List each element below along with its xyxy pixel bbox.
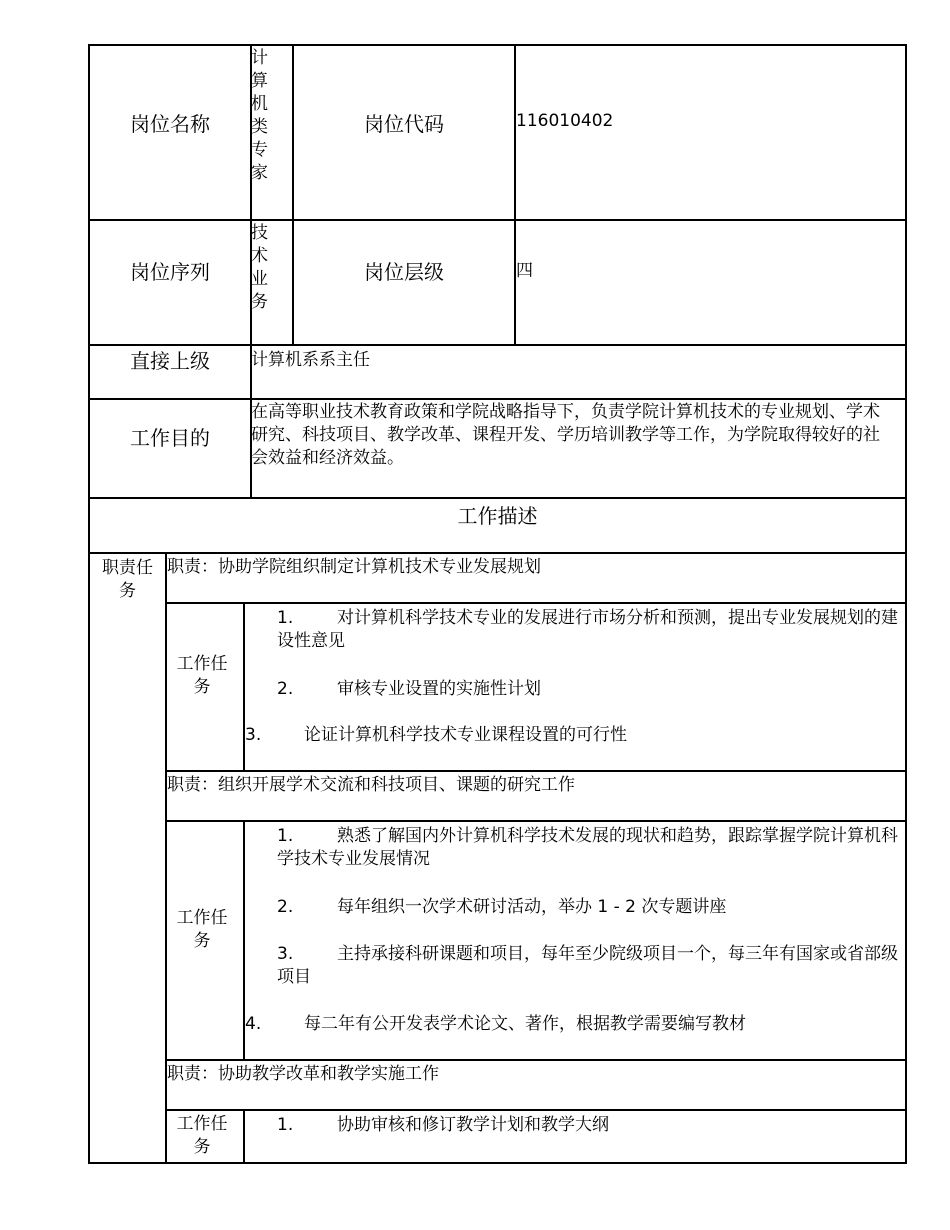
task-text: 对计算机科学技术专业的发展进行市场分析和预测，提出专业发展规划的建设性意见 bbox=[277, 608, 898, 651]
table-border bbox=[88, 552, 907, 554]
duty-text: 职责：组织开展学术交流和科技项目、课题的研究工作 bbox=[167, 775, 575, 795]
task-text: 主持承接科研课题和项目，每年至少院级项目一个，每三年有国家或省部级项目 bbox=[277, 944, 898, 987]
task-text: 协助审核和修订教学计划和教学大纲 bbox=[337, 1115, 609, 1135]
task-number: 3. bbox=[277, 944, 294, 964]
task-number: 1. bbox=[277, 608, 294, 628]
task-text: 论证计算机科学技术专业课程设置的可行性 bbox=[304, 725, 627, 745]
duty-text: 职责：协助学院组织制定计算机技术专业发展规划 bbox=[167, 557, 541, 577]
position-name-value: 计算机类专家 bbox=[251, 48, 268, 183]
task-label: 工作任务 bbox=[176, 654, 228, 697]
section-title: 工作描述 bbox=[457, 504, 538, 528]
table-border bbox=[88, 1162, 907, 1164]
task-number: 2. bbox=[277, 897, 294, 917]
position-code-value: 116010402 bbox=[516, 111, 614, 131]
duty-text: 职责：协助教学改革和教学实施工作 bbox=[167, 1064, 439, 1084]
position-series-label: 岗位序列 bbox=[130, 260, 210, 284]
supervisor-label: 直接上级 bbox=[130, 349, 210, 373]
table-border bbox=[166, 820, 907, 822]
purpose-value: 在高等职业技术教育政策和学院战略指导下，负责学院计算机技术的专业规划、学术研究、科技项目、教学改革、课程开发、学历培训教学等工作，为学院取得较好的社会效益和经济效益。 bbox=[251, 402, 880, 468]
position-level-label: 岗位层级 bbox=[364, 260, 444, 284]
supervisor-value: 计算机系系主任 bbox=[251, 350, 370, 370]
table-border bbox=[166, 770, 907, 772]
table-border bbox=[514, 44, 516, 346]
table-border bbox=[166, 1109, 907, 1111]
task-number: 3. bbox=[245, 725, 262, 745]
task-number: 2. bbox=[277, 679, 294, 699]
position-series-value: 技术业务 bbox=[251, 223, 268, 312]
task-text: 审核专业设置的实施性计划 bbox=[337, 679, 541, 699]
table-border bbox=[292, 44, 294, 346]
task-label: 工作任务 bbox=[176, 908, 228, 951]
duty-label: 职责任务 bbox=[102, 558, 153, 601]
position-level-value: 四 bbox=[516, 261, 533, 281]
task-text: 每二年有公开发表学术论文、著作，根据教学需要编写教材 bbox=[304, 1014, 746, 1034]
task-text: 每年组织一次学术研讨活动，举办 1 - 2 次专题讲座 bbox=[337, 897, 727, 917]
table-border bbox=[88, 497, 907, 499]
table-border bbox=[88, 44, 90, 1164]
table-border bbox=[88, 344, 907, 346]
position-code-label: 岗位代码 bbox=[364, 112, 444, 136]
table-border bbox=[243, 1109, 245, 1164]
position-name-label: 岗位名称 bbox=[130, 112, 210, 136]
table-border bbox=[88, 44, 907, 46]
table-border bbox=[905, 44, 907, 1164]
task-number: 1. bbox=[277, 826, 294, 846]
table-border bbox=[88, 398, 907, 400]
task-number: 4. bbox=[245, 1014, 262, 1034]
task-number: 1. bbox=[277, 1115, 294, 1135]
table-border bbox=[88, 219, 907, 221]
task-text: 熟悉了解国内外计算机科学技术发展的现状和趋势，跟踪掌握学院计算机科学技术专业发展情况 bbox=[277, 826, 898, 869]
table-border bbox=[166, 602, 907, 604]
task-label: 工作任务 bbox=[176, 1114, 228, 1157]
table-border bbox=[166, 1059, 907, 1061]
purpose-label: 工作目的 bbox=[130, 426, 210, 450]
